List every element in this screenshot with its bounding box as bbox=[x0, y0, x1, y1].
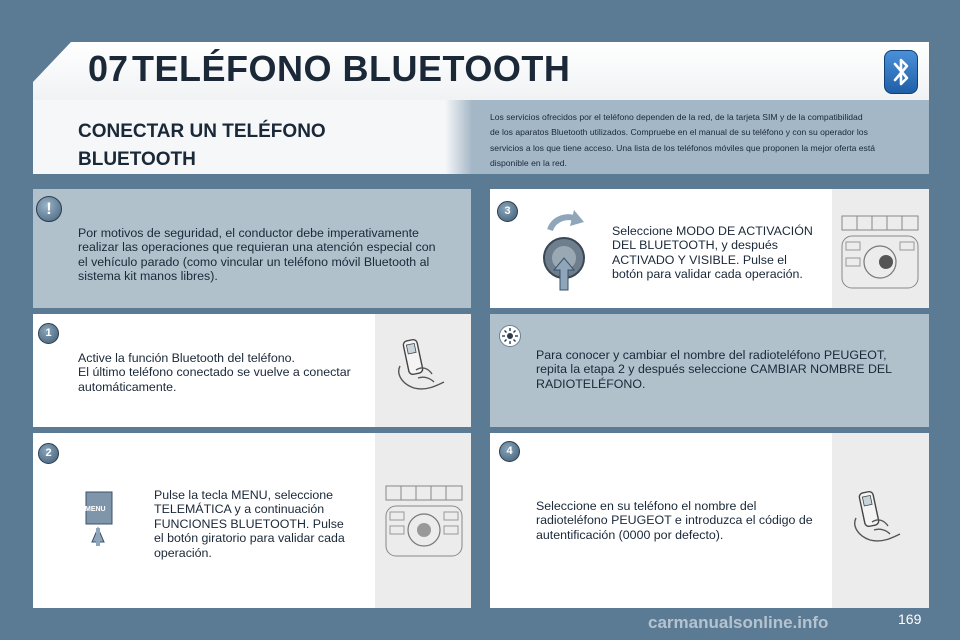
radio-control-panel-icon bbox=[838, 212, 922, 297]
rotary-knob-icon bbox=[536, 208, 596, 297]
step-3-text: Seleccione MODO DE ACTIVACIÓN DEL BLUETOOTH, y después ACTIVADO Y VISIBLE. Pulse el botón para validar cada operación. bbox=[612, 224, 813, 282]
menu-key-label: MENU bbox=[85, 506, 106, 513]
phone-in-hand-icon bbox=[848, 488, 912, 549]
tip-text: Para conocer y cambiar el nombre del radioteléfono PEUGEOT, repita la etapa 2 y después seleccione CAMBIAR NOMBRE DEL RADIOTELÉFONO. bbox=[536, 348, 893, 391]
step-1-badge: 1 bbox=[38, 323, 59, 344]
page-number: 169 bbox=[898, 611, 922, 627]
chapter-number: 07 bbox=[88, 48, 129, 89]
step-3-badge: 3 bbox=[497, 201, 518, 222]
menu-key-icon bbox=[82, 488, 118, 555]
warning-icon: ! bbox=[36, 196, 62, 222]
step-2-text: Pulse la tecla MENU, seleccione TELEMÁTICA y a continuación FUNCIONES BLUETOOTH. Pulse el botón giratorio para validar cada operación. bbox=[154, 488, 345, 560]
bluetooth-icon bbox=[884, 50, 918, 94]
step-1-text: Active la función Bluetooth del teléfono. El último teléfono conectado se vuelve a conectar automáticamente. bbox=[78, 351, 351, 394]
phone-in-hand-icon bbox=[392, 336, 456, 397]
warning-text: Por motivos de seguridad, el conductor debe imperativamente realizar las operaciones que requieran una atención especial con el vehículo parado (como vincular un teléfono móvil Bluetooth al sistema kit manos libres). bbox=[78, 226, 436, 284]
step-4-text: Seleccione en su teléfono el nombre del radioteléfono PEUGEOT e introduzca el código de autentificación (0000 por defecto). bbox=[536, 499, 813, 542]
step-2-badge: 2 bbox=[38, 443, 59, 464]
section-title: CONECTAR UN TELÉFONO BLUETOOTH bbox=[78, 121, 326, 170]
page-title: TELÉFONO BLUETOOTH bbox=[132, 48, 571, 89]
lightbulb-icon bbox=[499, 325, 521, 347]
step-4-badge: 4 bbox=[499, 441, 520, 462]
radio-control-panel-icon bbox=[382, 482, 466, 565]
watermark: carmanualsonline.info bbox=[648, 613, 829, 632]
compatibility-note: Los servicios ofrecidos por el teléfono dependen de la red, de la tarjeta SIM y de la compatibilidad de los aparatos Bluetooth utilizados. Compruebe en el manual de su teléfono y con su operador los servicios a los que tiene acceso. Una lista de los teléfonos móviles que proponen la mejor oferta está disponible en la red. bbox=[490, 112, 876, 169]
